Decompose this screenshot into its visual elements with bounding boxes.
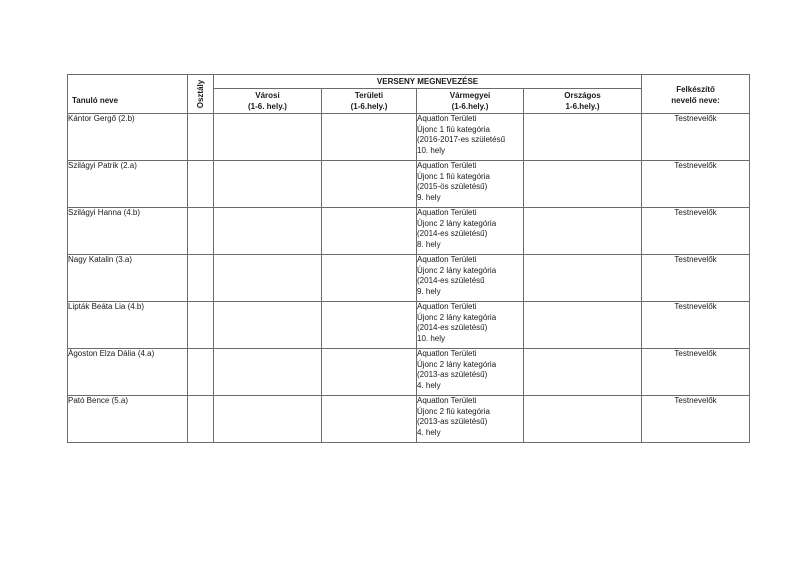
county-result-line: (2014-es születésű [417, 276, 485, 286]
class-cell [188, 255, 214, 302]
header-class [188, 75, 214, 114]
student-name-cell: Szilágyi Hanna (4.b) [68, 208, 188, 255]
city-result-cell [214, 349, 322, 396]
header-level-county-line1: Vármegyei [449, 91, 491, 100]
county-result-cell [417, 396, 524, 443]
header-level-city-line2: (1-6. hely.) [248, 102, 287, 111]
header-level-city-line1: Városi [255, 91, 280, 100]
class-cell [188, 302, 214, 349]
county-result-line: Aquatlon Területi [417, 208, 477, 217]
city-result-cell [214, 302, 322, 349]
regional-result-cell [322, 161, 417, 208]
county-result-line: Újonc 2 lány kategória [417, 312, 497, 322]
county-result-line: Aquatlon Területi [417, 161, 477, 170]
national-result-cell [524, 302, 642, 349]
city-result-cell [214, 208, 322, 255]
class-cell [188, 161, 214, 208]
county-result-line: Újonc 2 fiú kategória [417, 406, 490, 416]
county-result-cell [417, 114, 524, 161]
county-result-line: 10. hely [417, 333, 446, 343]
header-level-regional [322, 89, 417, 114]
student-name-cell: Szilágyi Patrik (2.a) [68, 161, 188, 208]
county-result-line: Újonc 1 fiú kategória [417, 124, 490, 134]
header-level-county [417, 89, 524, 114]
coach-cell: Testnevelők [642, 161, 750, 208]
header-student-name: Tanuló neve [68, 75, 188, 114]
national-result-cell [524, 396, 642, 443]
city-result-cell [214, 114, 322, 161]
table-row [68, 255, 750, 302]
header-level-national-line1: Országos [564, 91, 601, 100]
regional-result-cell [322, 396, 417, 443]
regional-result-cell [322, 255, 417, 302]
county-result-line: (2014-es születésű) [417, 323, 488, 333]
county-result-line: 4. hely [417, 427, 441, 437]
table-body [68, 114, 750, 443]
header-class-label: Osztály [195, 79, 205, 109]
regional-result-cell [322, 114, 417, 161]
county-result-line: Aquatlon Területi [417, 302, 477, 311]
county-result-line: (2013-as születésű) [417, 370, 488, 380]
header-coach [642, 75, 750, 114]
student-name-cell: Kántor Gergő (2.b) [68, 114, 188, 161]
class-cell [188, 208, 214, 255]
county-result-line: Újonc 2 lány kategória [417, 265, 497, 275]
table-row [68, 396, 750, 443]
county-result-line: (2016-2017-es születésű [417, 135, 506, 145]
coach-cell: Testnevelők [642, 302, 750, 349]
header-level-national [524, 89, 642, 114]
header-level-national-line2: 1-6.hely.) [565, 102, 600, 111]
student-name-cell: Nagy Katalin (3.a) [68, 255, 188, 302]
county-result-line: (2014-es születésű) [417, 229, 488, 239]
county-result-line: (2015-ös születésű) [417, 182, 488, 192]
header-level-county-line2: (1-6.hely.) [451, 102, 489, 111]
county-result-cell [417, 208, 524, 255]
county-result-line: Aquatlon Területi [417, 255, 477, 264]
national-result-cell [524, 114, 642, 161]
table-row [68, 208, 750, 255]
header-coach-line2: nevelő neve: [671, 96, 720, 105]
header-row-1 [68, 75, 750, 89]
county-result-cell [417, 349, 524, 396]
county-result-line: Aquatlon Területi [417, 396, 477, 405]
header-coach-line1: Felkészítő [676, 85, 715, 94]
county-result-line: Aquatlon Területi [417, 349, 477, 358]
student-name-cell: Pató Bence (5.a) [68, 396, 188, 443]
county-result-line: 4. hely [417, 380, 441, 390]
class-cell [188, 349, 214, 396]
county-result-line: Újonc 1 fiú kategória [417, 171, 490, 181]
regional-result-cell [322, 349, 417, 396]
coach-cell: Testnevelők [642, 114, 750, 161]
table-row [68, 161, 750, 208]
county-result-cell [417, 255, 524, 302]
national-result-cell [524, 349, 642, 396]
class-cell [188, 114, 214, 161]
county-result-line: (2013-as születésű) [417, 417, 488, 427]
county-result-line: Aquatlon Területi [417, 114, 477, 123]
county-result-cell [417, 161, 524, 208]
county-result-line: 9. hely [417, 286, 441, 296]
competition-results-table [67, 74, 750, 443]
city-result-cell [214, 396, 322, 443]
city-result-cell [214, 255, 322, 302]
table-row [68, 114, 750, 161]
table-row [68, 349, 750, 396]
county-result-line: Újonc 2 lány kategória [417, 359, 497, 369]
class-cell [188, 396, 214, 443]
coach-cell: Testnevelők [642, 208, 750, 255]
student-name-cell: Ágoston Elza Dália (4.a) [68, 349, 188, 396]
national-result-cell [524, 208, 642, 255]
header-competition-title: VERSENY MEGNEVEZÉSE [214, 75, 642, 89]
coach-cell: Testnevelők [642, 396, 750, 443]
city-result-cell [214, 161, 322, 208]
county-result-line: 8. hely [417, 239, 441, 249]
regional-result-cell [322, 208, 417, 255]
national-result-cell [524, 255, 642, 302]
header-level-regional-line2: (1-6.hely.) [350, 102, 388, 111]
header-level-city [214, 89, 322, 114]
regional-result-cell [322, 302, 417, 349]
coach-cell: Testnevelők [642, 255, 750, 302]
header-level-regional-line1: Területi [354, 91, 384, 100]
county-result-cell [417, 302, 524, 349]
county-result-line: Újonc 2 lány kategória [417, 218, 497, 228]
coach-cell: Testnevelők [642, 349, 750, 396]
county-result-line: 10. hely [417, 145, 446, 155]
national-result-cell [524, 161, 642, 208]
student-name-cell: Lipták Beáta Lia (4.b) [68, 302, 188, 349]
county-result-line: 9. hely [417, 192, 441, 202]
table-row [68, 302, 750, 349]
